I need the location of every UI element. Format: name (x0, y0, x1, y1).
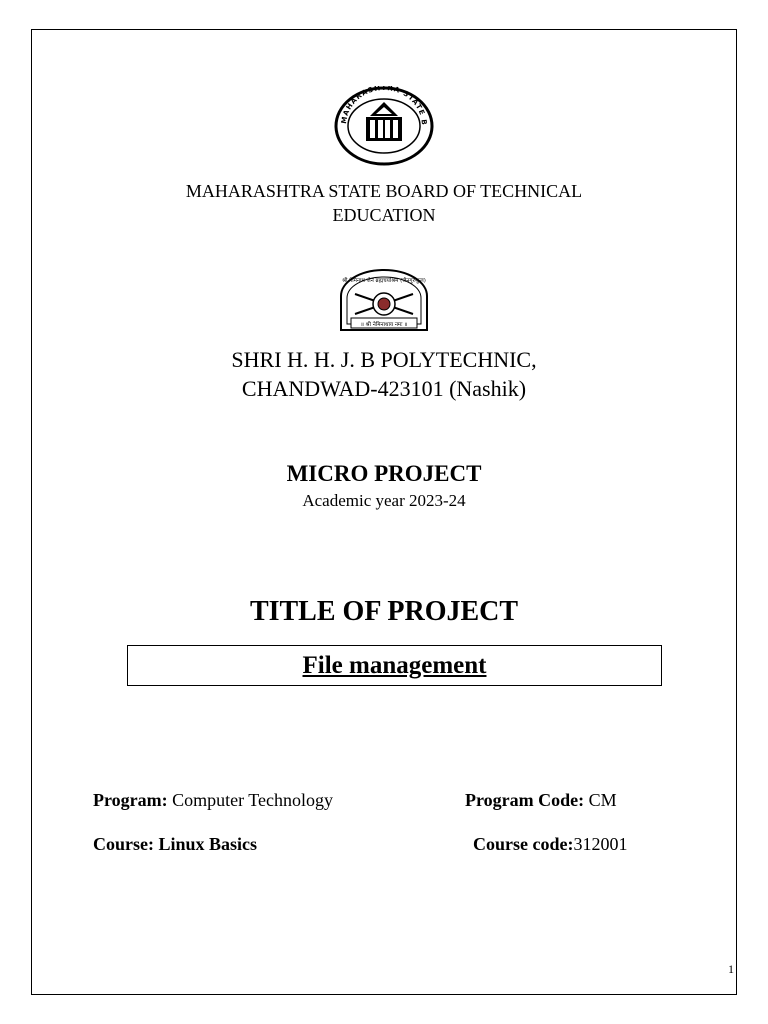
course-code-label: Course code: (473, 834, 574, 854)
program-code-value: CM (584, 790, 617, 810)
course-code-field (473, 833, 627, 855)
program-field (93, 789, 333, 811)
academic-year: Academic year 2023-24 (302, 491, 466, 510)
project-title: File management (302, 652, 487, 679)
institute-logo (335, 268, 433, 334)
project-title-box (127, 645, 662, 686)
program-code-label: Program Code: (465, 790, 585, 810)
svg-text:॥ श्री नेमिनाथाय नमः ॥: ॥ श्री नेमिनाथाय नमः ॥ (360, 322, 408, 328)
program-label: Program: (93, 790, 168, 810)
page-number: 1 (728, 962, 734, 976)
course-field (93, 833, 257, 855)
svg-text:MAHARASHTRA STATE BOARD OF TEC: MAHARASHTRA STATE B (339, 86, 429, 127)
micro-project-heading: MICRO PROJECT (286, 461, 482, 486)
title-heading: TITLE OF PROJECT (249, 596, 519, 627)
program-code-field (465, 789, 617, 811)
institute-name (0, 345, 768, 403)
svg-text:श्री नेमिनाथ जैन ब्रह्मचर्याश्: श्री नेमिनाथ जैन ब्रह्मचर्याश्रम (जैनगुरुकुल) (342, 278, 426, 284)
course-code-value: 312001 (573, 834, 628, 854)
course-label: Course: Linux Basics (93, 834, 258, 854)
program-value: Computer Technology (167, 790, 334, 810)
board-name-line1: MAHARASHTRA STATE BOARD OF TECHNICAL (185, 181, 583, 201)
msbte-logo (332, 86, 436, 166)
institute-name-line2: CHANDWAD-423101 (Nashik) (241, 376, 527, 401)
board-name (0, 179, 768, 227)
board-name-line2: EDUCATION (332, 205, 436, 225)
institute-name-line1: SHRI H. H. J. B POLYTECHNIC, (231, 347, 537, 372)
